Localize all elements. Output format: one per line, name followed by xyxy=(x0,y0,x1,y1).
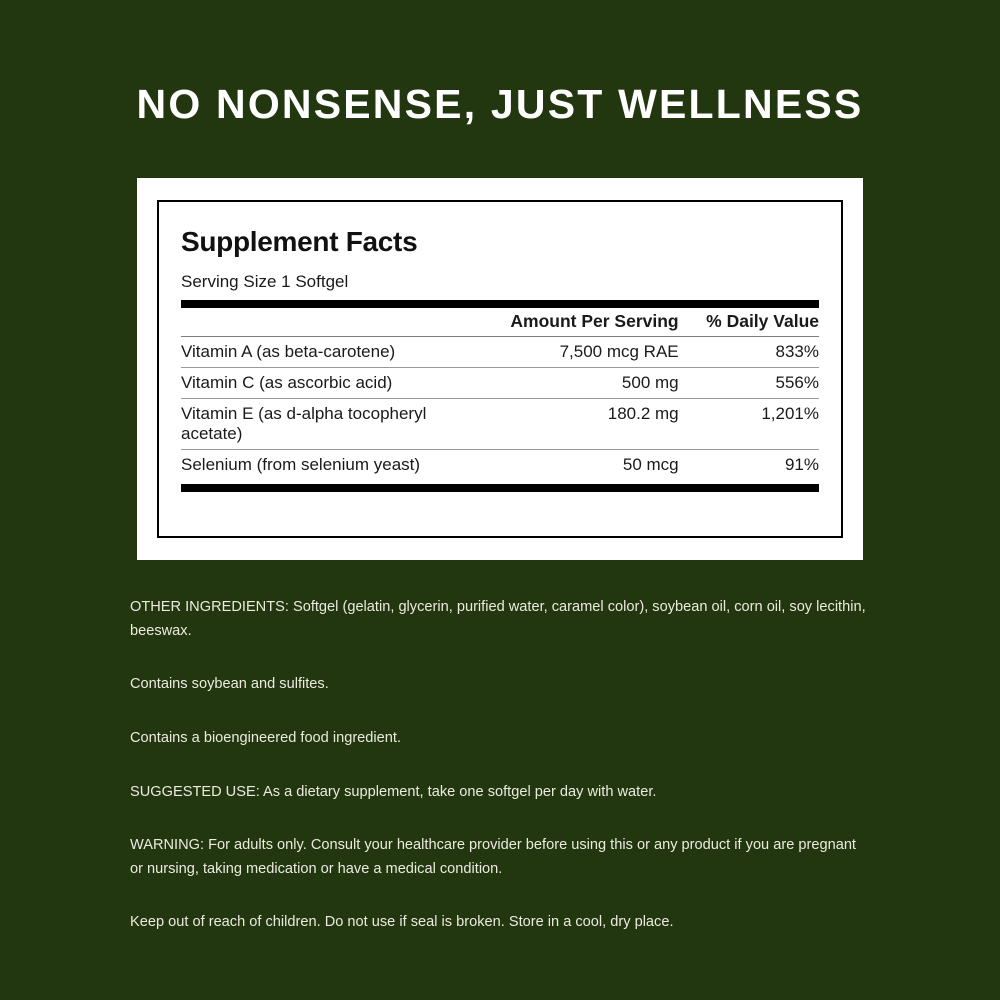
page-headline: NO NONSENSE, JUST WELLNESS xyxy=(136,81,864,127)
nutrient-daily-value: 833% xyxy=(679,337,819,368)
nutrient-amount: 50 mcg xyxy=(622,455,679,474)
supplement-facts-table xyxy=(181,308,819,336)
nutrient-name: Vitamin A (as beta-carotene) xyxy=(181,337,487,368)
allergen-text: Contains soybean and sulfites. xyxy=(130,676,329,693)
facts-header-amount: Amount Per Serving xyxy=(510,311,679,331)
nutrient-name: Selenium (from selenium yeast) xyxy=(181,455,421,474)
facts-table-body xyxy=(181,337,819,480)
nutrient-name: Vitamin C (as ascorbic acid) xyxy=(181,368,487,399)
facts-header-daily-value: % Daily Value xyxy=(706,311,819,331)
other-ingredients-text: OTHER INGREDIENTS: Softgel (gelatin, glycerin, purified water, caramel color), soybean oil, corn oil, soy lecithin, beeswax. xyxy=(130,599,866,639)
nutrient-amount: 180.2 mg xyxy=(487,399,678,450)
facts-top-rule xyxy=(181,300,819,308)
nutrient-daily-value: 556% xyxy=(679,368,819,399)
table-row xyxy=(181,399,819,450)
nutrient-name: Vitamin E (as d-alpha tocopheryl acetate) xyxy=(181,399,487,450)
table-row xyxy=(181,337,819,368)
serving-size-label: Serving Size 1 Softgel xyxy=(181,272,349,291)
supplement-facts-title: Supplement Facts xyxy=(181,226,418,257)
facts-bottom-rule xyxy=(181,484,819,492)
supplement-facts-panel xyxy=(137,178,863,560)
warning-text: WARNING: For adults only. Consult your healthcare provider before using this or any product if you are pregnant or nursing, taking medication or have a medical condition. xyxy=(130,837,856,877)
facts-table-head xyxy=(181,308,819,336)
supplement-facts-body-table xyxy=(181,337,819,480)
bioengineered-text: Contains a bioengineered food ingredient. xyxy=(130,729,401,746)
nutrient-amount: 500 mg xyxy=(487,368,678,399)
nutrient-daily-value: 1,201% xyxy=(679,399,819,450)
label-body-copy xyxy=(130,596,870,935)
facts-header-name xyxy=(181,308,487,336)
facts-header-row xyxy=(181,308,819,336)
nutrient-amount: 7,500 mcg RAE xyxy=(487,337,678,368)
nutrient-daily-value: 91% xyxy=(784,455,819,474)
supplement-facts-box xyxy=(157,200,843,538)
table-row xyxy=(181,368,819,399)
suggested-use-text: SUGGESTED USE: As a dietary supplement, take one softgel per day with water. xyxy=(130,783,657,800)
storage-text: Keep out of reach of children. Do not use if seal is broken. Store in a cool, dry place. xyxy=(130,914,674,931)
table-row xyxy=(181,450,819,481)
